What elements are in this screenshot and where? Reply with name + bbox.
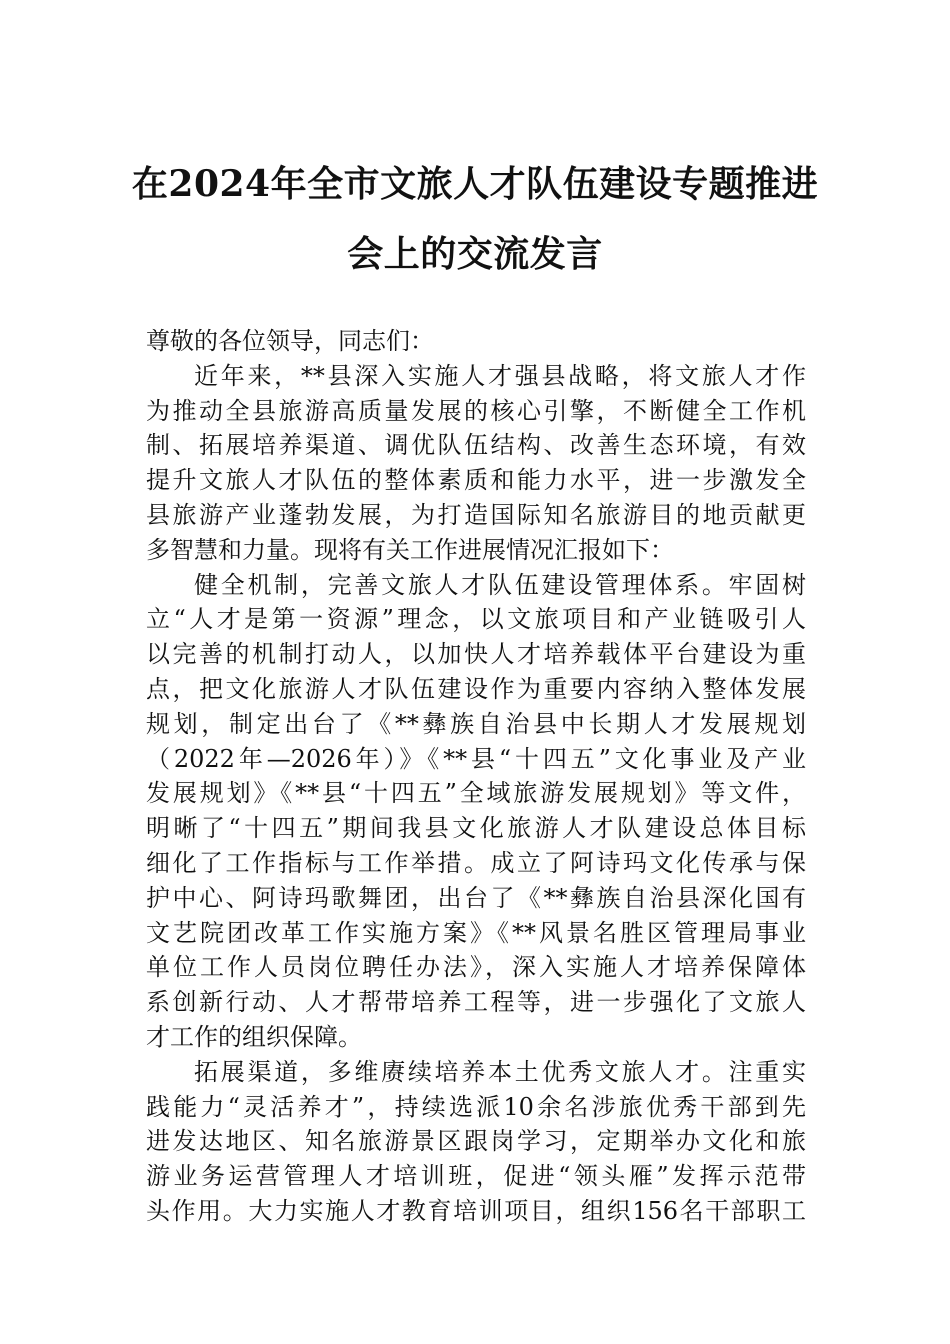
document-title-line-1: 在2024年全市文旅人才队伍建设专题推进 (131, 163, 819, 205)
paragraph-line: 系创新行动、人才帮带培养工程等，进一步强化了文旅人 (146, 988, 806, 1017)
paragraph-line: 立“人才是第一资源”理念，以文旅项目和产业链吸引人 (146, 605, 806, 634)
paragraph-line: 单位工作人员岗位聘任办法》，深入实施人才培养保障体 (146, 953, 806, 982)
paragraph-line: 发展规划》《**县“十四五”全域旅游发展规划》等文件， (146, 779, 806, 808)
paragraph-line: 多智慧和力量。现将有关工作进展情况汇报如下： (146, 535, 674, 564)
paragraph-line: 拓展渠道，多维赓续培养本土优秀文旅人才。注重实 (194, 1057, 806, 1086)
paragraph-line: 制、拓展培养渠道、调优队伍结构、改善生态环境，有效 (146, 431, 806, 460)
paragraph-line: 县旅游产业蓬勃发展，为打造国际知名旅游目的地贡献更 (146, 500, 806, 529)
salutation: 尊敬的各位领导，同志们： (146, 327, 434, 355)
paragraph-line: （2022年—2026年）》《**县“十四五”文化事业及产业 (146, 744, 806, 773)
paragraph-line: 护中心、阿诗玛歌舞团，出台了《**彝族自治县深化国有 (146, 883, 806, 912)
paragraph-line: 健全机制，完善文旅人才队伍建设管理体系。牢固树 (194, 570, 806, 599)
paragraph-line: 细化了工作指标与工作举措。成立了阿诗玛文化传承与保 (146, 848, 806, 877)
document-title-line-2: 会上的交流发言 (347, 233, 603, 275)
paragraph-2 (146, 568, 806, 1055)
paragraph-line: 近年来，**县深入实施人才强县战略，将文旅人才作 (194, 361, 806, 390)
paragraph-line: 游业务运营管理人才培训班，促进“领头雁”发挥示范带 (146, 1162, 806, 1191)
paragraph-line: 规划，制定出台了《**彝族自治县中长期人才发展规划 (146, 709, 806, 738)
paragraph-3 (146, 1055, 806, 1229)
paragraph-1 (146, 359, 806, 568)
paragraph-line: 头作用。大力实施人才教育培训项目，组织156名干部职工 (146, 1196, 806, 1225)
paragraph-line: 文艺院团改革工作实施方案》《**风景名胜区管理局事业 (146, 918, 806, 947)
paragraph-line: 点，把文化旅游人才队伍建设作为重要内容纳入整体发展 (146, 674, 806, 703)
paragraph-line: 进发达地区、知名旅游景区跟岗学习，定期举办文化和旅 (146, 1127, 806, 1156)
paragraph-line: 践能力“灵活养才”，持续选派10余名涉旅优秀干部到先 (146, 1092, 806, 1121)
paragraph-line: 提升文旅人才队伍的整体素质和能力水平，进一步激发全 (146, 466, 806, 495)
paragraph-line: 以完善的机制打动人，以加快人才培养载体平台建设为重 (146, 640, 806, 669)
paragraph-line: 才工作的组织保障。 (146, 1022, 362, 1051)
document-body (146, 324, 806, 1229)
paragraph-line: 明晰了“十四五”期间我县文化旅游人才队建设总体目标 (146, 814, 806, 843)
paragraph-line: 为推动全县旅游高质量发展的核心引擎，不断健全工作机 (146, 396, 806, 425)
